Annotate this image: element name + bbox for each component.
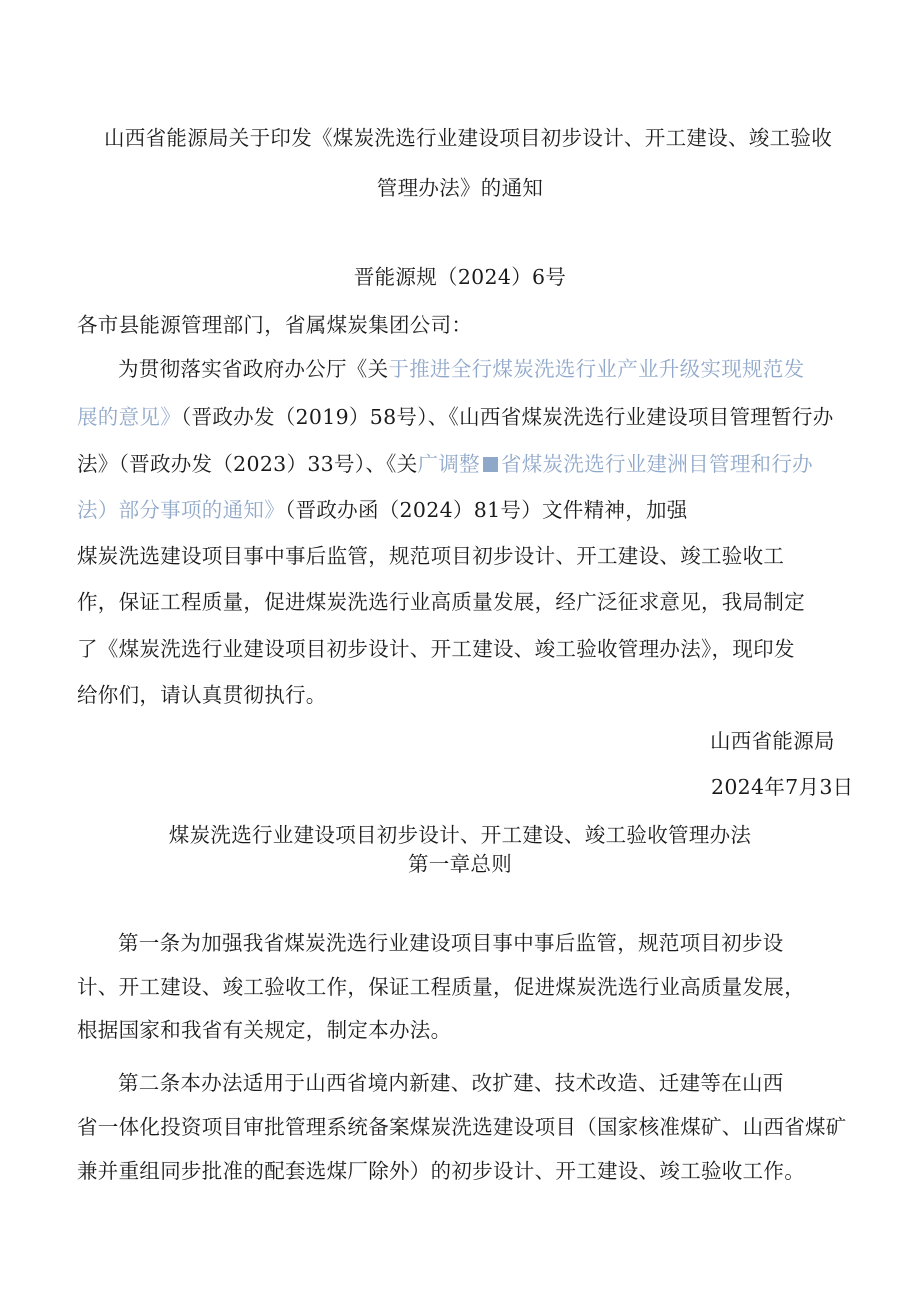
article-line: 根据国家和我省有关规定，制定本办法。	[77, 1018, 452, 1042]
article-line: 第二条本办法适用于山西省境内新建、改扩建、技术改造、迁建等在山西	[118, 1071, 784, 1095]
link-text: 广调整	[417, 452, 480, 476]
policy-link[interactable]	[418, 452, 813, 476]
notice-title-line2: 管理办法》的通知	[376, 176, 544, 200]
issue-date: 2024年7月3日	[711, 775, 854, 799]
article-line: 省一体化投资项目审批管理系统备案煤炭洗选建设项目（国家核准煤矿、山西省煤矿	[77, 1115, 847, 1139]
body-line	[77, 450, 813, 478]
body-text: 法》（晋政办发（2023）33号）、《关	[77, 452, 418, 476]
body-line: 给你们，请认真贯彻执行。	[77, 683, 327, 707]
article-line: 兼并重组同步批准的配套选煤厂除外）的初步设计、开工建设、竣工验收工作。	[77, 1159, 805, 1183]
policy-link[interactable]: 于推进全行煤炭洗选行业产业升级实现规范发	[388, 357, 805, 381]
body-line	[77, 403, 834, 431]
addressee: 各市县能源管理部门，省属煤炭集团公司：	[77, 313, 473, 337]
chapter-heading: 第一章总则	[408, 852, 512, 876]
issuer-signature: 山西省能源局	[710, 729, 835, 753]
measures-title: 煤炭洗选行业建设项目初步设计、开工建设、竣工验收管理办法	[168, 823, 752, 847]
body-text: 为贯彻落实省政府办公厅《关	[118, 357, 389, 381]
body-line: 煤炭洗选建设项目事中事后监管，规范项目初步设计、开工建设、竣工验收工	[77, 544, 785, 568]
body-line: 了《煤炭洗选行业建设项目初步设计、开工建设、竣工验收管理办法》，现印发	[77, 637, 795, 661]
document-number: 晋能源规（2024）6号	[353, 265, 567, 289]
article-line: 第一条为加强我省煤炭洗选行业建设项目事中事后监管，规范项目初步设	[118, 931, 784, 955]
policy-link[interactable]: 法）部分事项的通知》	[77, 498, 285, 522]
notice-title-line1: 山西省能源局关于印发《煤炭洗选行业建设项目初步设计、开工建设、竣工验收	[104, 126, 832, 150]
body-line	[77, 496, 688, 524]
body-line	[118, 355, 804, 383]
link-text: 省煤炭洗选行业建洲目管理和行办	[500, 452, 813, 476]
body-line: 作，保证工程质量，促进煤炭洗选行业高质量发展，经广泛征求意见，我局制定	[77, 590, 805, 614]
policy-link[interactable]: 展的意见》	[77, 405, 181, 429]
body-text: （晋政办函（2024）81号）文件精神，加强	[285, 498, 688, 522]
article-line: 计、开工建设、竣工验收工作，保证工程质量，促进煤炭洗选行业高质量发展，	[77, 975, 805, 999]
square-glyph-icon	[483, 457, 498, 472]
body-text: （晋政办发（2019）58号）、《山西省煤炭洗选行业建设项目管理暂行办	[181, 405, 834, 429]
